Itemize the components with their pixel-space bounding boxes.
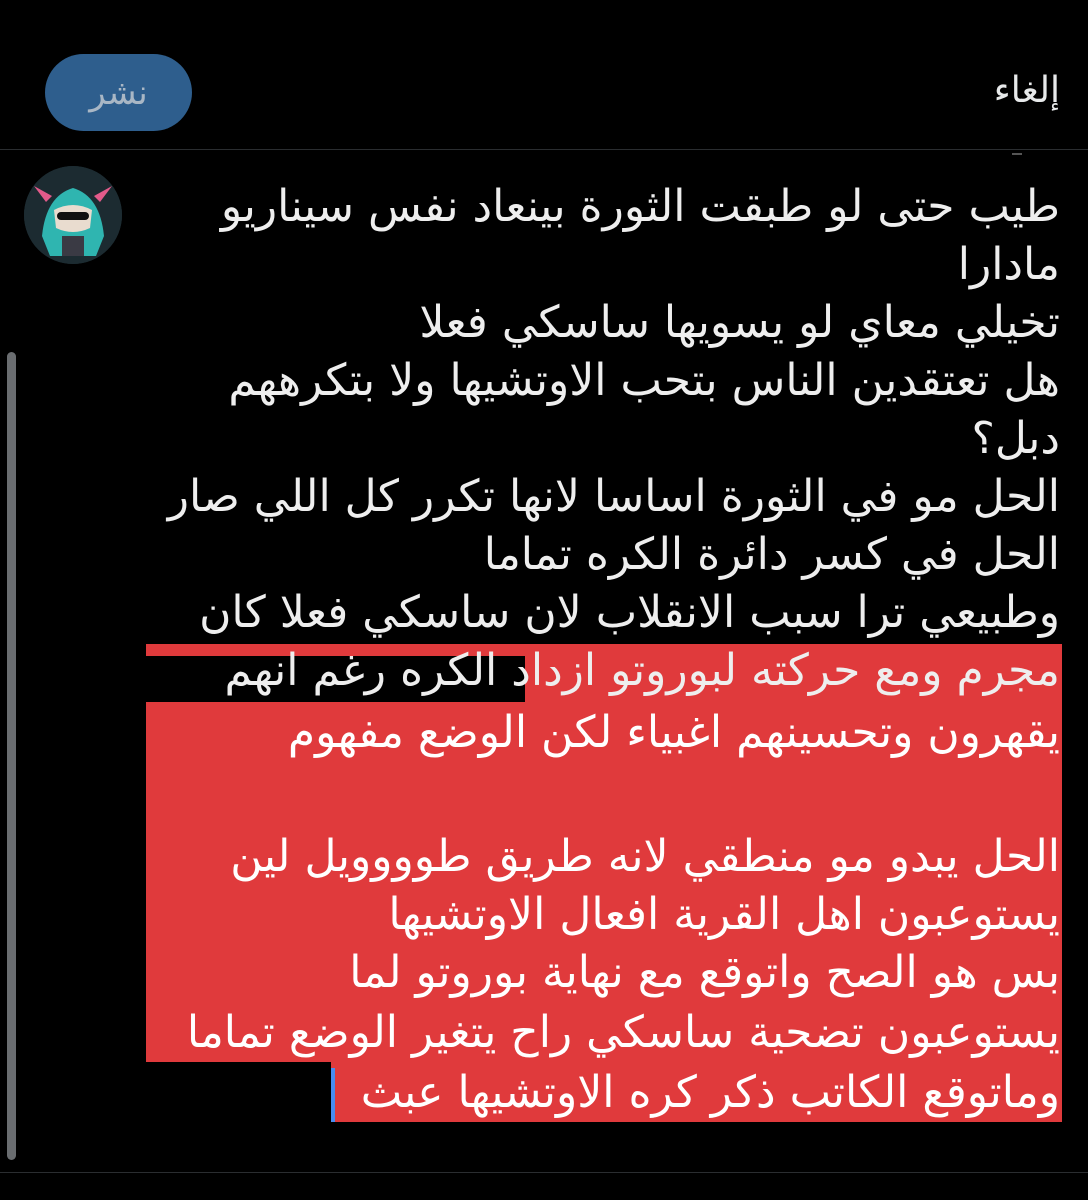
bottom-divider (0, 1172, 1088, 1173)
post-line: يستوعبون اهل القرية افعال الاوتشيها (388, 889, 1060, 940)
post-line: طيب حتى لو طبقت الثورة بينعاد نفس سيناريو (220, 181, 1060, 232)
chevron-down-icon (1012, 147, 1022, 155)
post-line: مادارا (957, 239, 1060, 290)
publish-button[interactable]: نشر (45, 54, 192, 131)
post-line: دبل؟ (971, 413, 1060, 464)
header-divider (0, 149, 1088, 150)
compose-header (0, 0, 1088, 150)
text-cursor (331, 1068, 335, 1122)
post-line: تخيلي معاي لو يسويها ساسكي فعلا (419, 297, 1060, 348)
post-line: مجرم ومع حركته لبوروتو ازداد الكره رغم انهم (224, 645, 1060, 696)
avatar-image (24, 166, 122, 264)
scrollbar[interactable] (7, 352, 16, 1160)
post-line: يستوعبون تضحية ساسكي راح يتغير الوضع تماما (186, 1007, 1060, 1058)
post-line: الحل مو في الثورة اساسا لانها تكرر كل اللي صار (167, 471, 1060, 522)
post-line: بس هو الصح واتوقع مع نهاية بوروتو لما (349, 947, 1060, 998)
post-line: وماتوقع الكاتب ذكر كره الاوتشيها عبث (360, 1067, 1060, 1118)
post-line: الحل يبدو مو منطقي لانه طريق طوووويل لين (230, 831, 1060, 882)
post-line: هل تعتقدين الناس بتحب الاوتشيها ولا بتكرههم (228, 355, 1060, 406)
avatar[interactable] (24, 166, 122, 264)
cancel-button[interactable]: إلغاء (993, 70, 1060, 111)
post-line: يقهرون وتحسينهم اغبياء لكن الوضع مفهوم (287, 707, 1060, 758)
post-line: وطبيعي ترا سبب الانقلاب لان ساسكي فعلا كان (199, 587, 1060, 638)
post-line: الحل في كسر دائرة الكره تماما (483, 529, 1060, 580)
